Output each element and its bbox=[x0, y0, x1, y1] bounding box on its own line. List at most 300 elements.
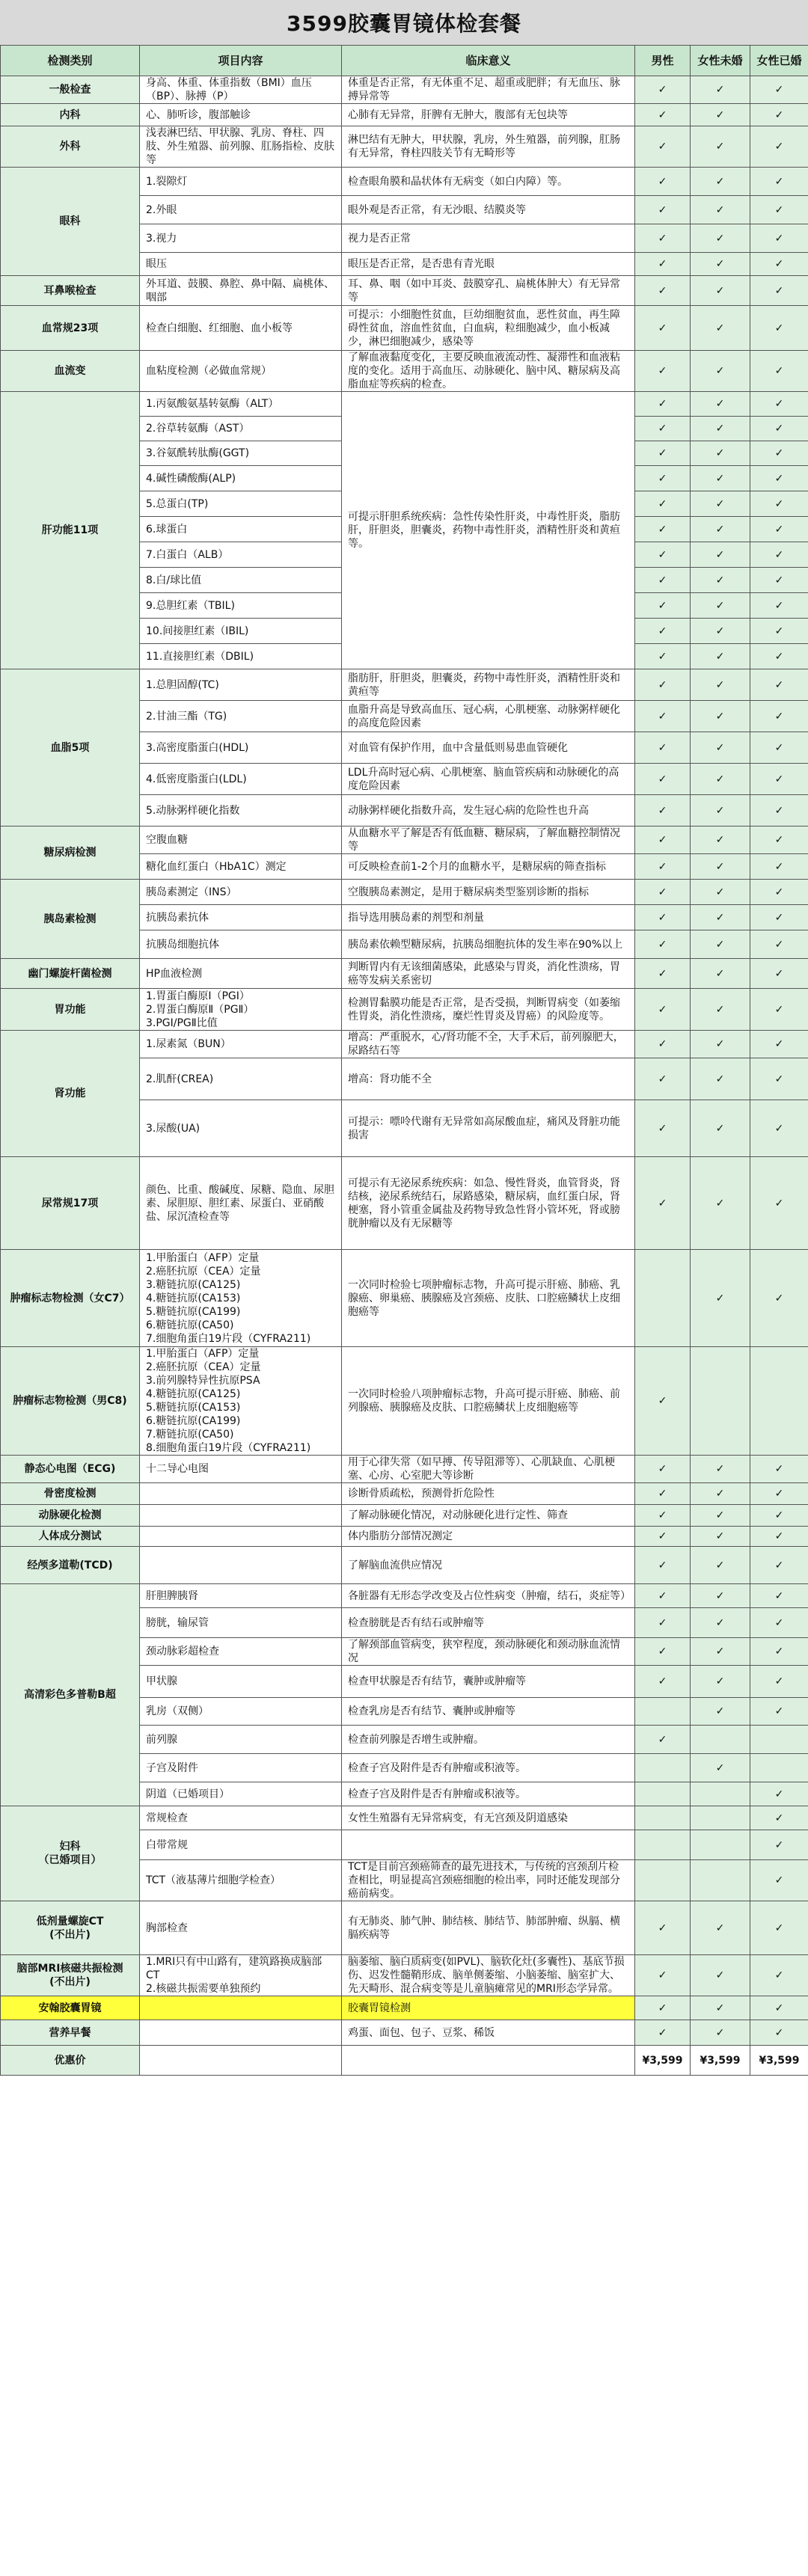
item-cell: HP血液检测 bbox=[140, 959, 342, 989]
check-mark-icon: ✓ bbox=[635, 732, 691, 764]
item-cell: 2.谷草转氨酶（AST） bbox=[140, 417, 342, 441]
category-cell: 人体成分测试 bbox=[1, 1527, 140, 1547]
check-mark-icon: ✓ bbox=[691, 1058, 750, 1100]
meaning-cell: 眼压是否正常，是否患有青光眼 bbox=[342, 253, 635, 276]
check-mark-icon: ✓ bbox=[750, 306, 808, 351]
check-mark-icon: ✓ bbox=[750, 168, 808, 196]
item-cell: 3.视力 bbox=[140, 224, 342, 253]
table-row bbox=[1, 306, 808, 351]
price-label: 优惠价 bbox=[1, 2046, 140, 2076]
table-row bbox=[1, 392, 808, 417]
check-mark-icon: ✓ bbox=[635, 392, 691, 417]
item-cell: 5.动脉粥样硬化指数 bbox=[140, 795, 342, 827]
check-mark-icon: ✓ bbox=[750, 1698, 808, 1726]
empty-cell bbox=[342, 2046, 635, 2076]
header-female-unmarried: 女性未婚 bbox=[691, 46, 750, 76]
check-mark-icon: ✓ bbox=[635, 959, 691, 989]
item-cell: 4.碱性磷酸酶(ALP) bbox=[140, 466, 342, 491]
meaning-cell: 有无肺炎、肺气肿、肺结核、肺结节、肺部肿瘤、纵膈、横膈疾病等 bbox=[342, 1901, 635, 1955]
table-row bbox=[1, 1250, 808, 1347]
table-row bbox=[1, 1347, 808, 1456]
meaning-cell: 检查前列腺是否增生或肿瘤。 bbox=[342, 1726, 635, 1754]
check-mark-icon: ✓ bbox=[750, 1955, 808, 1996]
check-mark-icon: ✓ bbox=[691, 1901, 750, 1955]
meaning-cell: 判断胃内有无该细菌感染，此感染与胃炎，消化性溃疡，胃癌等发病关系密切 bbox=[342, 959, 635, 989]
check-mark-icon: ✓ bbox=[635, 1584, 691, 1608]
meaning-cell: 淋巴结有无肿大，甲状腺，乳房，外生殖器，前列腺，肛肠有无异常，脊柱四肢关节有无畸形等 bbox=[342, 126, 635, 168]
check-mark-icon: ✓ bbox=[750, 76, 808, 104]
item-cell: 检查白细胞、红细胞、血小板等 bbox=[140, 306, 342, 351]
check-mark-icon: ✓ bbox=[635, 441, 691, 466]
check-mark-icon: ✓ bbox=[635, 491, 691, 517]
item-cell: 3.谷氨酰转肽酶(GGT) bbox=[140, 441, 342, 466]
meaning-cell: TCT是目前宫颈癌筛查的最先进技术，与传统的宫颈刮片检查相比，明显提高宫颈癌细胞的检出率，同时还能发现部分癌前病变。 bbox=[342, 1860, 635, 1901]
table-row bbox=[1, 276, 808, 306]
check-mark-icon: ✓ bbox=[691, 1250, 750, 1347]
meaning-cell: 了解脑血流供应情况 bbox=[342, 1547, 635, 1584]
price-value: ¥3,599 bbox=[750, 2046, 808, 2076]
check-mark-icon: ✓ bbox=[750, 568, 808, 593]
empty-cell bbox=[140, 2046, 342, 2076]
check-mark-icon: ✓ bbox=[635, 351, 691, 392]
check-mark-icon: ✓ bbox=[691, 417, 750, 441]
check-mark-icon: ✓ bbox=[691, 1483, 750, 1505]
check-mark-icon: ✓ bbox=[750, 1157, 808, 1250]
check-mark-icon: ✓ bbox=[750, 1100, 808, 1157]
check-mark-icon: ✓ bbox=[635, 1901, 691, 1955]
meaning-cell: 指导选用胰岛素的剂型和剂量 bbox=[342, 905, 635, 930]
category-cell: 肾功能 bbox=[1, 1031, 140, 1157]
check-mark-icon: ✓ bbox=[691, 1754, 750, 1782]
meaning-cell: 血脂升高是导致高血压、冠心病，心肌梗塞、动脉粥样硬化的高度危险因素 bbox=[342, 701, 635, 732]
category-cell: 经颅多道勒(TCD) bbox=[1, 1547, 140, 1584]
check-mark-icon: ✓ bbox=[750, 1584, 808, 1608]
empty-check-cell bbox=[635, 1806, 691, 1830]
meaning-cell: 可提示：嘌呤代谢有无异常如高尿酸血症，痛风及肾脏功能损害 bbox=[342, 1100, 635, 1157]
check-mark-icon: ✓ bbox=[635, 905, 691, 930]
check-mark-icon: ✓ bbox=[635, 1058, 691, 1100]
table-row bbox=[1, 1456, 808, 1483]
table-row bbox=[1, 1996, 808, 2020]
check-mark-icon: ✓ bbox=[691, 306, 750, 351]
empty-check-cell bbox=[635, 1250, 691, 1347]
header-row bbox=[1, 46, 808, 76]
item-cell: 1.MRI只有中山路有，建筑路换成脑部CT 2.核磁共振需要单独预约 bbox=[140, 1955, 342, 1996]
item-cell: 7.白蛋白（ALB） bbox=[140, 542, 342, 568]
meaning-cell: 脑萎缩、脑白质病变(如PVL)、脑软化灶(多囊性)、基底节损伤、迟发性髓鞘形成、脑单侧萎缩、小脑萎缩、脑室扩大、先天畸形、混合病变等是儿童脑瘫常见的MRI形态学异常。 bbox=[342, 1955, 635, 1996]
table-row bbox=[1, 76, 808, 104]
item-cell: 十二导心电图 bbox=[140, 1456, 342, 1483]
check-mark-icon: ✓ bbox=[750, 854, 808, 880]
check-mark-icon: ✓ bbox=[635, 854, 691, 880]
check-mark-icon: ✓ bbox=[750, 1483, 808, 1505]
meaning-cell: 从血糖水平了解是否有低血糖、糖尿病，了解血糖控制情况等 bbox=[342, 827, 635, 854]
check-mark-icon: ✓ bbox=[750, 224, 808, 253]
check-mark-icon: ✓ bbox=[691, 795, 750, 827]
item-cell: 常规检查 bbox=[140, 1806, 342, 1830]
item-cell: 6.球蛋白 bbox=[140, 517, 342, 542]
check-mark-icon: ✓ bbox=[691, 1608, 750, 1638]
category-cell: 尿常规17项 bbox=[1, 1157, 140, 1250]
check-mark-icon: ✓ bbox=[750, 1058, 808, 1100]
check-mark-icon: ✓ bbox=[750, 1996, 808, 2020]
check-mark-icon: ✓ bbox=[691, 827, 750, 854]
empty-check-cell bbox=[635, 1860, 691, 1901]
check-mark-icon: ✓ bbox=[691, 732, 750, 764]
check-mark-icon: ✓ bbox=[635, 76, 691, 104]
check-mark-icon: ✓ bbox=[691, 126, 750, 168]
category-cell: 耳鼻喉检查 bbox=[1, 276, 140, 306]
check-mark-icon: ✓ bbox=[750, 1505, 808, 1527]
item-cell: 颜色、比重、酸碱度、尿糖、隐血、尿胆素、尿胆原、胆红素、尿蛋白、亚硝酸盐、尿沉渣检查等 bbox=[140, 1157, 342, 1250]
item-cell: 3.高密度脂蛋白(HDL) bbox=[140, 732, 342, 764]
check-mark-icon: ✓ bbox=[750, 417, 808, 441]
check-mark-icon: ✓ bbox=[750, 276, 808, 306]
table-row bbox=[1, 1955, 808, 1996]
check-mark-icon: ✓ bbox=[691, 619, 750, 644]
check-mark-icon: ✓ bbox=[691, 1955, 750, 1996]
category-cell: 安翰胶囊胃镜 bbox=[1, 1996, 140, 2020]
price-row bbox=[1, 2046, 808, 2076]
empty-check-cell bbox=[750, 1347, 808, 1456]
meaning-cell: 心肺有无异常，肝脾有无肿大，腹部有无包块等 bbox=[342, 104, 635, 126]
table-row bbox=[1, 1806, 808, 1830]
check-mark-icon: ✓ bbox=[691, 517, 750, 542]
meaning-cell: 体内脂肪分部情况测定 bbox=[342, 1527, 635, 1547]
header-category: 检测类别 bbox=[1, 46, 140, 76]
check-mark-icon: ✓ bbox=[691, 959, 750, 989]
check-mark-icon: ✓ bbox=[750, 1547, 808, 1584]
meaning-cell: 胶囊胃镜检测 bbox=[342, 1996, 635, 2020]
check-mark-icon: ✓ bbox=[635, 517, 691, 542]
check-mark-icon: ✓ bbox=[691, 104, 750, 126]
check-mark-icon: ✓ bbox=[691, 1638, 750, 1666]
table-body bbox=[1, 76, 808, 2076]
check-mark-icon: ✓ bbox=[635, 701, 691, 732]
item-cell: 1.甲胎蛋白（AFP）定量 2.癌胚抗原（CEA）定量 3.糖链抗原(CA125) 4.糖链抗原(CA153) 5.糖链抗原(CA199) 6.糖链抗原(CA50) 7.细胞角蛋白19片段（CYFRA211) bbox=[140, 1250, 342, 1347]
item-cell: 眼压 bbox=[140, 253, 342, 276]
item-cell bbox=[140, 1527, 342, 1547]
header-male: 男性 bbox=[635, 46, 691, 76]
category-cell: 内科 bbox=[1, 104, 140, 126]
meaning-cell: 对血管有保护作用，血中含量低则易患血管硬化 bbox=[342, 732, 635, 764]
check-mark-icon: ✓ bbox=[635, 880, 691, 905]
meaning-cell: 女性生殖器有无异常病变，有无宫颈及阴道感染 bbox=[342, 1806, 635, 1830]
check-mark-icon: ✓ bbox=[691, 542, 750, 568]
check-mark-icon: ✓ bbox=[750, 1830, 808, 1860]
item-cell: TCT（液基薄片细胞学检查） bbox=[140, 1860, 342, 1901]
check-mark-icon: ✓ bbox=[691, 196, 750, 224]
meaning-cell: 检查眼角膜和晶状体有无病变（如白内障）等。 bbox=[342, 168, 635, 196]
item-cell: 糖化血红蛋白（HbA1C）测定 bbox=[140, 854, 342, 880]
item-cell: 胸部检查 bbox=[140, 1901, 342, 1955]
meaning-cell: LDL升高时冠心病、心肌梗塞、脑血管疾病和动脉硬化的高度危险因素 bbox=[342, 764, 635, 795]
check-mark-icon: ✓ bbox=[635, 1347, 691, 1456]
meaning-cell: 用于心律失常（如早搏、传导阻滞等）、心肌缺血、心肌梗塞、心房、心室肥大等诊断 bbox=[342, 1456, 635, 1483]
check-mark-icon: ✓ bbox=[750, 959, 808, 989]
category-cell: 胰岛素检测 bbox=[1, 880, 140, 959]
check-mark-icon: ✓ bbox=[750, 1860, 808, 1901]
category-cell: 血常规23项 bbox=[1, 306, 140, 351]
check-mark-icon: ✓ bbox=[635, 2020, 691, 2046]
meaning-cell: 检查乳房是否有结节、囊肿或肿瘤等 bbox=[342, 1698, 635, 1726]
check-mark-icon: ✓ bbox=[750, 593, 808, 619]
meaning-cell: 胰岛素依赖型糖尿病，抗胰岛细胞抗体的发生率在90%以上 bbox=[342, 930, 635, 959]
check-mark-icon: ✓ bbox=[750, 2020, 808, 2046]
check-mark-icon: ✓ bbox=[635, 1527, 691, 1547]
meaning-cell: 可提示有无泌尿系统疾病：如急、慢性肾炎，血管肾炎，肾结核，泌尿系统结石，尿路感染，糖尿病，血红蛋白尿，肾梗塞，肾小管重金属盐及药物导致急性肾小管坏死，肾或膀胱肿瘤以及有无尿糖等 bbox=[342, 1157, 635, 1250]
check-mark-icon: ✓ bbox=[635, 196, 691, 224]
check-mark-icon: ✓ bbox=[750, 1250, 808, 1347]
table-row bbox=[1, 1901, 808, 1955]
check-mark-icon: ✓ bbox=[635, 168, 691, 196]
check-mark-icon: ✓ bbox=[750, 764, 808, 795]
check-mark-icon: ✓ bbox=[635, 1100, 691, 1157]
category-cell: 高清彩色多普勒B超 bbox=[1, 1584, 140, 1806]
check-mark-icon: ✓ bbox=[635, 989, 691, 1031]
item-cell: 2.甘油三酯（TG) bbox=[140, 701, 342, 732]
check-mark-icon: ✓ bbox=[635, 764, 691, 795]
item-cell: 抗胰岛细胞抗体 bbox=[140, 930, 342, 959]
empty-check-cell bbox=[691, 1830, 750, 1860]
item-cell: 前列腺 bbox=[140, 1726, 342, 1754]
price-value: ¥3,599 bbox=[691, 2046, 750, 2076]
check-mark-icon: ✓ bbox=[691, 2020, 750, 2046]
category-cell: 脑部MRI核磁共振检测 (不出片) bbox=[1, 1955, 140, 1996]
check-mark-icon: ✓ bbox=[635, 224, 691, 253]
check-mark-icon: ✓ bbox=[691, 1031, 750, 1058]
table-row bbox=[1, 1527, 808, 1547]
meaning-cell: 了解动脉硬化情况，对动脉硬化进行定性、筛查 bbox=[342, 1505, 635, 1527]
check-mark-icon: ✓ bbox=[750, 989, 808, 1031]
check-mark-icon: ✓ bbox=[691, 1996, 750, 2020]
category-cell: 动脉硬化检测 bbox=[1, 1505, 140, 1527]
item-cell: 1.尿素氮（BUN） bbox=[140, 1031, 342, 1058]
check-mark-icon: ✓ bbox=[750, 126, 808, 168]
table-row bbox=[1, 1505, 808, 1527]
item-cell: 2.肌酐(CREA) bbox=[140, 1058, 342, 1100]
check-mark-icon: ✓ bbox=[635, 1483, 691, 1505]
check-mark-icon: ✓ bbox=[750, 196, 808, 224]
check-mark-icon: ✓ bbox=[750, 104, 808, 126]
check-mark-icon: ✓ bbox=[691, 1527, 750, 1547]
meaning-cell: 鸡蛋、面包、包子、豆浆、稀饭 bbox=[342, 2020, 635, 2046]
item-cell bbox=[140, 1483, 342, 1505]
category-cell: 妇科 （已婚项目） bbox=[1, 1806, 140, 1901]
meaning-cell: 检查甲状腺是否有结节，囊肿或肿瘤等 bbox=[342, 1666, 635, 1698]
category-cell: 营养早餐 bbox=[1, 2020, 140, 2046]
check-mark-icon: ✓ bbox=[691, 1456, 750, 1483]
meaning-cell: 动脉粥样硬化指数升高，发生冠心病的危险性也升高 bbox=[342, 795, 635, 827]
empty-check-cell bbox=[750, 1754, 808, 1782]
item-cell: 身高、体重、体重指数（BMI）血压（BP）、脉搏（P） bbox=[140, 76, 342, 104]
check-mark-icon: ✓ bbox=[691, 644, 750, 669]
check-mark-icon: ✓ bbox=[691, 880, 750, 905]
meaning-cell: 空腹胰岛素测定，是用于糖尿病类型鉴别诊断的指标 bbox=[342, 880, 635, 905]
item-cell: 白带常规 bbox=[140, 1830, 342, 1860]
item-cell: 血粘度检测（必做血常规） bbox=[140, 351, 342, 392]
category-cell: 骨密度检测 bbox=[1, 1483, 140, 1505]
check-mark-icon: ✓ bbox=[635, 795, 691, 827]
check-mark-icon: ✓ bbox=[635, 1456, 691, 1483]
check-mark-icon: ✓ bbox=[750, 491, 808, 517]
empty-check-cell bbox=[750, 1726, 808, 1754]
item-cell: 1.甲胎蛋白（AFP）定量 2.癌胚抗原（CEA）定量 3.前列腺特异性抗原PSA 4.糖链抗原(CA125) 5.糖链抗原(CA153) 6.糖链抗原(CA199) 7.糖链抗原(CA50) 8.细胞角蛋白19片段（CYFRA211) bbox=[140, 1347, 342, 1456]
empty-check-cell bbox=[691, 1806, 750, 1830]
item-cell: 膀胱，输尿管 bbox=[140, 1608, 342, 1638]
check-mark-icon: ✓ bbox=[750, 1031, 808, 1058]
item-cell bbox=[140, 2020, 342, 2046]
check-mark-icon: ✓ bbox=[691, 168, 750, 196]
item-cell bbox=[140, 1505, 342, 1527]
check-mark-icon: ✓ bbox=[750, 795, 808, 827]
meaning-cell: 体重是否正常，有无体重不足、超重或肥胖；有无血压、脉搏异常等 bbox=[342, 76, 635, 104]
meaning-cell: 一次同时检验七项肿瘤标志物，升高可提示肝癌、肺癌、乳腺癌、卵巢癌、胰腺癌及宫颈癌、皮肤、口腔癌鳞状上皮细胞癌等 bbox=[342, 1250, 635, 1347]
meaning-cell: 可提示肝胆系统疾病：急性传染性肝炎，中毒性肝炎，脂肪肝，肝胆炎，胆囊炎，药物中毒性肝炎，酒精性肝炎和黄疸等。 bbox=[342, 392, 635, 669]
check-mark-icon: ✓ bbox=[635, 417, 691, 441]
check-mark-icon: ✓ bbox=[750, 392, 808, 417]
check-mark-icon: ✓ bbox=[635, 276, 691, 306]
table-row bbox=[1, 827, 808, 854]
category-cell: 肝功能11项 bbox=[1, 392, 140, 669]
empty-check-cell bbox=[691, 1782, 750, 1806]
check-mark-icon: ✓ bbox=[635, 1157, 691, 1250]
check-mark-icon: ✓ bbox=[750, 1527, 808, 1547]
category-cell: 静态心电图（ECG) bbox=[1, 1456, 140, 1483]
check-mark-icon: ✓ bbox=[635, 644, 691, 669]
table-row bbox=[1, 168, 808, 196]
table-row bbox=[1, 1547, 808, 1584]
check-mark-icon: ✓ bbox=[635, 619, 691, 644]
check-mark-icon: ✓ bbox=[691, 1547, 750, 1584]
check-mark-icon: ✓ bbox=[750, 619, 808, 644]
meaning-cell: 各脏器有无形态学改变及占位性病变（肿瘤，结石，炎症等） bbox=[342, 1584, 635, 1608]
item-cell: 心、肺听诊，腹部触诊 bbox=[140, 104, 342, 126]
check-mark-icon: ✓ bbox=[750, 930, 808, 959]
empty-check-cell bbox=[635, 1698, 691, 1726]
item-cell: 10.间接胆红素（IBIL) bbox=[140, 619, 342, 644]
category-cell: 幽门螺旋杆菌检测 bbox=[1, 959, 140, 989]
item-cell: 胰岛素测定（INS） bbox=[140, 880, 342, 905]
meaning-cell: 一次同时检验八项肿瘤标志物，升高可提示肝癌、肺癌、前列腺癌、胰腺癌及皮肤、口腔癌鳞状上皮细胞癌等 bbox=[342, 1347, 635, 1456]
meaning-cell: 了解血液黏度变化，主要反映血液流动性、凝滞性和血液粘度的变化。适用于高血压、动脉硬化、脑中风、糖尿病及高脂血症等疾病的检查。 bbox=[342, 351, 635, 392]
table-row bbox=[1, 669, 808, 701]
empty-check-cell bbox=[691, 1347, 750, 1456]
meaning-cell: 可提示：小细胞性贫血，巨幼细胞贫血，恶性贫血，再生障碍性贫血，溶血性贫血，白血病，粒细胞减少，血小板减少，淋巴细胞减少，感染等 bbox=[342, 306, 635, 351]
item-cell: 5.总蛋白(TP) bbox=[140, 491, 342, 517]
check-mark-icon: ✓ bbox=[750, 1456, 808, 1483]
table-row bbox=[1, 126, 808, 168]
table-row bbox=[1, 351, 808, 392]
item-cell: 甲状腺 bbox=[140, 1666, 342, 1698]
empty-check-cell bbox=[691, 1860, 750, 1901]
item-cell: 外耳道、鼓膜、鼻腔、鼻中隔、扁桃体、咽部 bbox=[140, 276, 342, 306]
table-row bbox=[1, 1584, 808, 1608]
check-mark-icon: ✓ bbox=[635, 1955, 691, 1996]
item-cell: 1.总胆固醇(TC) bbox=[140, 669, 342, 701]
check-mark-icon: ✓ bbox=[691, 1584, 750, 1608]
empty-check-cell bbox=[635, 1782, 691, 1806]
category-cell: 眼科 bbox=[1, 168, 140, 276]
item-cell bbox=[140, 1996, 342, 2020]
check-mark-icon: ✓ bbox=[750, 644, 808, 669]
item-cell bbox=[140, 1547, 342, 1584]
check-mark-icon: ✓ bbox=[691, 466, 750, 491]
package-table bbox=[0, 45, 808, 2076]
category-cell: 肿瘤标志物检测（女C7） bbox=[1, 1250, 140, 1347]
check-mark-icon: ✓ bbox=[691, 253, 750, 276]
check-mark-icon: ✓ bbox=[635, 126, 691, 168]
meaning-cell: 视力是否正常 bbox=[342, 224, 635, 253]
item-cell: 3.尿酸(UA) bbox=[140, 1100, 342, 1157]
table-row bbox=[1, 2020, 808, 2046]
category-cell: 外科 bbox=[1, 126, 140, 168]
item-cell: 空腹血糖 bbox=[140, 827, 342, 854]
table-row bbox=[1, 989, 808, 1031]
item-cell: 1.胃蛋白酶原Ⅰ（PGⅠ） 2.胃蛋白酶原Ⅱ（PGⅡ） 3.PGⅠ/PGⅡ比值 bbox=[140, 989, 342, 1031]
check-mark-icon: ✓ bbox=[691, 669, 750, 701]
check-mark-icon: ✓ bbox=[635, 1031, 691, 1058]
check-mark-icon: ✓ bbox=[750, 1666, 808, 1698]
check-mark-icon: ✓ bbox=[750, 517, 808, 542]
meaning-cell: 检测胃黏膜功能是否正常，是否受损，判断胃病变（如萎缩性胃炎，消化性溃疡，糜烂性胃炎及胃癌）的风险度等。 bbox=[342, 989, 635, 1031]
item-cell: 颈动脉彩超检查 bbox=[140, 1638, 342, 1666]
check-mark-icon: ✓ bbox=[691, 854, 750, 880]
meaning-cell: 耳、鼻、咽（如中耳炎、鼓膜穿孔、扁桃体肿大）有无异常等 bbox=[342, 276, 635, 306]
check-mark-icon: ✓ bbox=[635, 1505, 691, 1527]
category-cell: 血脂5项 bbox=[1, 669, 140, 827]
meaning-cell bbox=[342, 1830, 635, 1860]
check-mark-icon: ✓ bbox=[750, 732, 808, 764]
check-mark-icon: ✓ bbox=[750, 1806, 808, 1830]
meaning-cell: 可反映检查前1-2个月的血糖水平，是糖尿病的筛查指标 bbox=[342, 854, 635, 880]
category-cell: 糖尿病检测 bbox=[1, 827, 140, 880]
check-mark-icon: ✓ bbox=[691, 1100, 750, 1157]
price-value: ¥3,599 bbox=[635, 2046, 691, 2076]
check-mark-icon: ✓ bbox=[750, 827, 808, 854]
category-cell: 胃功能 bbox=[1, 989, 140, 1031]
table-row bbox=[1, 1157, 808, 1250]
empty-check-cell bbox=[691, 1726, 750, 1754]
check-mark-icon: ✓ bbox=[691, 351, 750, 392]
meaning-cell: 增高：肾功能不全 bbox=[342, 1058, 635, 1100]
meaning-cell: 眼外观是否正常，有无沙眼、结膜炎等 bbox=[342, 196, 635, 224]
check-mark-icon: ✓ bbox=[691, 1157, 750, 1250]
meaning-cell: 检查膀胱是否有结石或肿瘤等 bbox=[342, 1608, 635, 1638]
meaning-cell: 诊断骨质疏松，预测骨折危险性 bbox=[342, 1483, 635, 1505]
check-mark-icon: ✓ bbox=[750, 1638, 808, 1666]
meaning-cell: 脂肪肝，肝胆炎，胆囊炎，药物中毒性肝炎，酒精性肝炎和黄疸等 bbox=[342, 669, 635, 701]
item-cell: 2.外眼 bbox=[140, 196, 342, 224]
check-mark-icon: ✓ bbox=[691, 905, 750, 930]
check-mark-icon: ✓ bbox=[750, 880, 808, 905]
meaning-cell: 了解颈部血管病变，狭窄程度，颈动脉硬化和颈动脉血流情况 bbox=[342, 1638, 635, 1666]
check-mark-icon: ✓ bbox=[635, 827, 691, 854]
header-female-married: 女性已婚 bbox=[750, 46, 808, 76]
check-mark-icon: ✓ bbox=[750, 1782, 808, 1806]
check-mark-icon: ✓ bbox=[750, 351, 808, 392]
check-mark-icon: ✓ bbox=[750, 253, 808, 276]
check-mark-icon: ✓ bbox=[635, 1608, 691, 1638]
check-mark-icon: ✓ bbox=[750, 542, 808, 568]
check-mark-icon: ✓ bbox=[691, 568, 750, 593]
check-mark-icon: ✓ bbox=[691, 930, 750, 959]
check-mark-icon: ✓ bbox=[635, 669, 691, 701]
check-mark-icon: ✓ bbox=[750, 669, 808, 701]
check-mark-icon: ✓ bbox=[635, 568, 691, 593]
page-title: 3599胶囊胃镜体检套餐 bbox=[0, 0, 808, 45]
item-cell: 1.丙氨酸氨基转氨酶（ALT） bbox=[140, 392, 342, 417]
